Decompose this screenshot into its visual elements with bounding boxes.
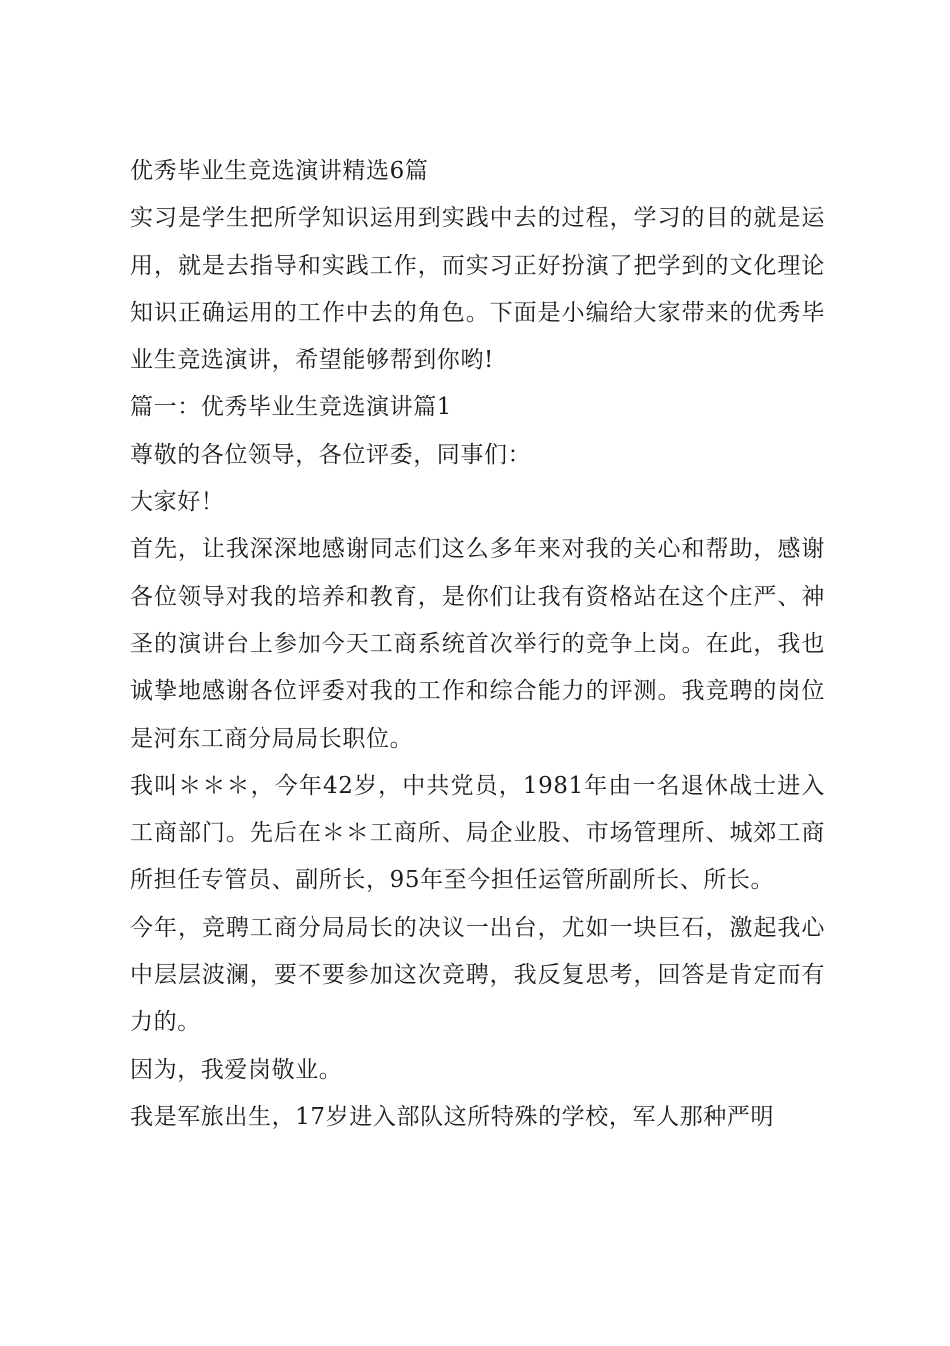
- document-title: 优秀毕业生竞选演讲精选6篇: [130, 158, 429, 184]
- body-paragraph: 今年，竞聘工商分局局长的决议一出台，尤如一块巨石，激起我心中层层波澜，要不要参加这次竞聘，我反复思考，回答是肯定而有力的。: [130, 914, 825, 1036]
- document-body: [130, 148, 825, 1141]
- body-paragraph: 我是军旅出生，17岁进入部队这所特殊的学校，军人那种严明: [130, 1103, 775, 1130]
- body-paragraph: 我叫＊＊＊，今年42岁，中共党员，1981年由一名退休战士进入工商部门。先后在＊＊工商所、局企业股、市场管理所、城郊工商所担任专管员、副所长，95年至今担任运管所副所长、所长。: [130, 772, 825, 894]
- body-paragraph: 首先，让我深深地感谢同志们这么多年来对我的关心和帮助，感谢各位领导对我的培养和教育，是你们让我有资格站在这个庄严、神圣的演讲台上参加今天工商系统首次举行的竞争上岗。在此，我也诚挚地感谢各位评委对我的工作和综合能力的评测。我竞聘的岗位是河东工商分局局长职位。: [130, 536, 825, 752]
- intro-paragraph: 实习是学生把所学知识运用到实践中去的过程，学习的目的就是运用，就是去指导和实践工作，而实习正好扮演了把学到的文化理论知识正确运用的工作中去的角色。下面是小编给大家带来的优秀毕业生竞选演讲，希望能够帮到你哟!: [130, 205, 825, 374]
- salutation: 尊敬的各位领导，各位评委，同事们：: [130, 441, 532, 468]
- section-heading: 篇一：优秀毕业生竞选演讲篇1: [130, 394, 453, 421]
- greeting: 大家好！: [130, 489, 225, 516]
- body-paragraph: 因为，我爱岗敬业。: [130, 1056, 343, 1083]
